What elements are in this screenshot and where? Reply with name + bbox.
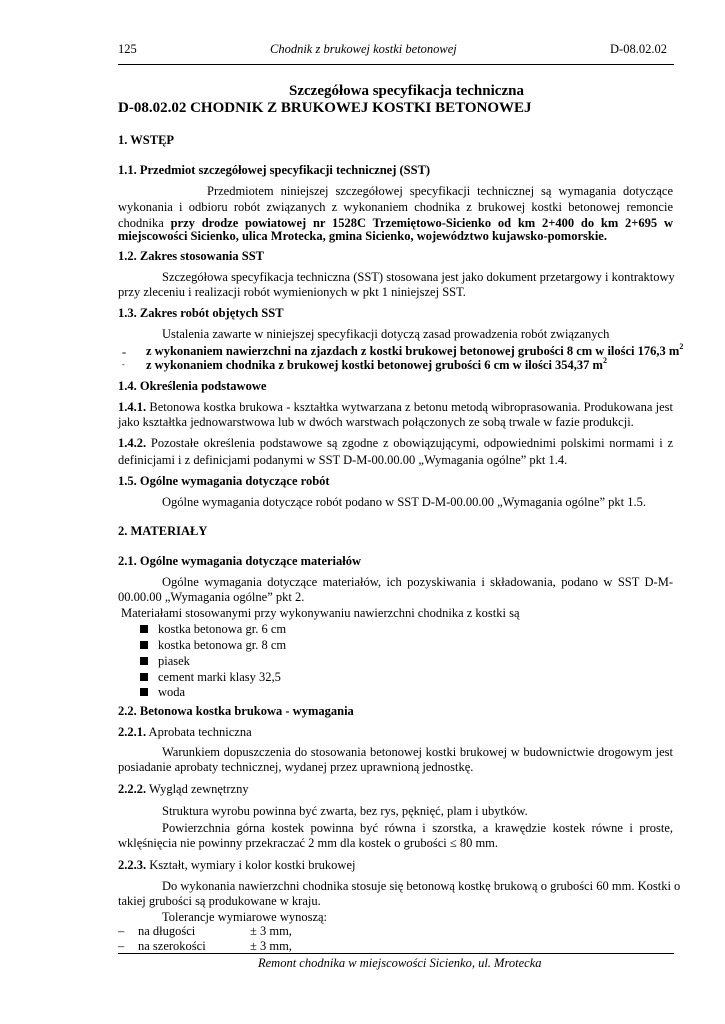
section-1-4-heading: 1.4. Określenia podstawowe xyxy=(118,379,267,393)
section-1-5-line-1: Ogólne wymagania dotyczące robót podano w SST D-M-00.00.00 „Wymagania ogólne” pkt 1.5. xyxy=(162,495,646,509)
section-1-3-line-1: Ustalenia zawarte w niniejszej specyfikacji dotyczą zasad prowadzenia robót związanych xyxy=(162,327,610,341)
section-1-1-line-3: chodnika przy drodze powiatowej nr 1528C Trzemiętowo-Sicienko od km 2+400 do km 2+695 w xyxy=(118,216,673,230)
tolerance-row: – xyxy=(118,939,125,953)
section-2-2-2-heading: 2.2.2. Wygląd zewnętrzny xyxy=(118,782,249,796)
section-1-1-line-1: Przedmiotem niniejszej szczegółowej specyfikacji technicznej są wymagania dotyczące xyxy=(207,184,673,198)
section-2-2-3-line-1: Do wykonania nawierzchni chodnika stosuje się betonową kostkę brukową o grubości 60 mm. Kostki o xyxy=(162,879,681,893)
section-1-3-item-2: z wykonaniem chodnika z brukowej kostki betonowej grubości 6 cm w ilości 354,37 $m^2$ xyxy=(146,356,607,372)
section-1-2-line-2: przy zleceniu i realizacji robót wymienionych w pkt 1 niniejszej SST. xyxy=(118,285,466,299)
section-2-2-2-line-2: Powierzchnia górna kostek powinna być równa i szorstka, a krawędzie kostek równe i proste, xyxy=(162,821,673,835)
materials-list-item: cement marki klasy 32,5 xyxy=(140,669,281,686)
doc-title-line1: Szczegółowa specyfikacja techniczna xyxy=(289,83,524,99)
bullet-square-icon xyxy=(140,625,148,633)
materials-list-item: kostka betonowa gr. 8 cm xyxy=(140,637,286,654)
section-2-1-line-3: Materiałami stosowanymi przy wykonywaniu nawierzchni chodnika z kostki są xyxy=(121,606,520,620)
bullet-square-icon xyxy=(140,688,148,696)
section-1-4-2-line-1: 1.4.2. Pozostałe określenia podstawowe są zgodne z obowiązującymi, odpowiednimi polskimi normami i z xyxy=(118,436,673,450)
section-1-4-1-line-1: 1.4.1. Betonowa kostka brukowa - kształtka wytwarzana z betonu metodą wibroprasowania. Produkowana jest xyxy=(118,400,673,414)
tolerance-value: ± 3 mm, xyxy=(250,939,292,953)
section-1-5-heading: 1.5. Ogólne wymagania dotyczące robót xyxy=(118,474,330,488)
section-2-2-3-line-3: Tolerancje wymiarowe wynoszą: xyxy=(162,910,328,924)
section-1-1-line-4: miejscowości Sicienko, ulica Mrotecka, gmina Sicienko, województwo kujawsko-pomorskie. xyxy=(118,229,607,243)
section-2-2-heading: 2.2. Betonowa kostka brukowa - wymagania xyxy=(118,704,354,718)
section-2-2-1-line-1: Warunkiem dopuszczenia do stosowania betonowej kostki brukowej w budownictwie drogowym jest xyxy=(162,745,673,759)
section-2-2-1-heading: 2.2.1. Aprobata techniczna xyxy=(118,725,252,739)
bullet-square-icon xyxy=(140,673,148,681)
section-2-2-3-heading: 2.2.3. Kształt, wymiary i kolor kostki brukowej xyxy=(118,858,356,872)
section-1-1-line-2: wykonania i odbioru robót związanych z wykonaniem chodnika z brukowej kostki betonowej remoncie xyxy=(118,200,673,214)
tolerance-label: na długości xyxy=(138,924,196,938)
section-1-3-item-1: z wykonaniem nawierzchni na zjazdach z kostki brukowej betonowej grubości 8 cm w ilości 176,3 $m^2$ xyxy=(146,342,684,358)
footer-text: Remont chodnika w miejscowości Sicienko, ul. Mrotecka xyxy=(258,956,542,970)
section-2-1-heading: 2.1. Ogólne wymagania dotyczące materiałów xyxy=(118,554,362,568)
bullet-square-icon xyxy=(140,657,148,665)
section-2-heading: 2. MATERIAŁY xyxy=(118,524,208,538)
section-2-2-1-line-2: posiadanie aprobaty technicznej, wydanej przez uprawnioną jednostkę. xyxy=(118,760,474,774)
section-1-2-line-1: Szczegółowa specyfikacja techniczna (SST) stosowana jest jako dokument przetargowy i kontraktowy xyxy=(162,270,675,284)
materials-list-item: woda xyxy=(140,684,185,701)
section-2-2-2-line-1: Struktura wyrobu powinna być zwarta, bez rys, pęknięć, plam i ubytków. xyxy=(162,804,528,818)
section-2-2-2-line-3: wklęśnięcia nie powinny przekraczać 2 mm dla kostek o grubości ≤ 80 mm. xyxy=(118,836,499,850)
section-2-1-line-2: 00.00.00 „Wymagania ogólne” pkt 2. xyxy=(118,590,305,604)
section-1-2-heading: 1.2. Zakres stosowania SST xyxy=(118,249,264,263)
section-1-heading: 1. WSTĘP xyxy=(118,133,175,147)
section-2-2-3-line-2: takiej grubości są produkowane w kraju. xyxy=(118,894,321,908)
section-1-3-dash-1: - xyxy=(122,345,127,359)
header-title: Chodnik z brukowej kostki betonowej xyxy=(270,42,457,56)
tolerance-label: na szerokości xyxy=(138,939,206,953)
header-page-number: 125 xyxy=(118,42,137,56)
doc-title-line2: D-08.02.02 CHODNIK Z BRUKOWEJ KOSTKI BETONOWEJ xyxy=(118,100,532,116)
tolerance-value: ± 3 mm, xyxy=(250,924,292,938)
section-1-4-1-line-2: jako kształtka jednowarstwowa lub w dwóch warstwach połączonych ze sobą trwale w fazie produkcji. xyxy=(118,415,634,429)
materials-list-item: piasek xyxy=(140,653,190,670)
tolerance-row: – xyxy=(118,924,125,938)
section-1-4-2-line-2: definicjami i z definicjami podanymi w SST D-M-00.00.00 „Wymagania ogólne” pkt 1.4. xyxy=(118,453,568,467)
section-1-3-heading: 1.3. Zakres robót objętych SST xyxy=(118,306,284,320)
header-code: D-08.02.02 xyxy=(610,42,667,56)
section-1-1-heading: 1.1. Przedmiot szczegółowej specyfikacji technicznej (SST) xyxy=(118,163,431,177)
materials-list-item: kostka betonowa gr. 6 cm xyxy=(140,621,286,638)
header-rule xyxy=(118,64,674,65)
bullet-square-icon xyxy=(140,641,148,649)
section-2-1-line-1: Ogólne wymagania dotyczące materiałów, ich pozyskiwania i składowania, podano w SST D-M- xyxy=(162,575,673,589)
footer-rule xyxy=(118,953,674,954)
section-1-3-dash-2: - xyxy=(122,360,125,369)
